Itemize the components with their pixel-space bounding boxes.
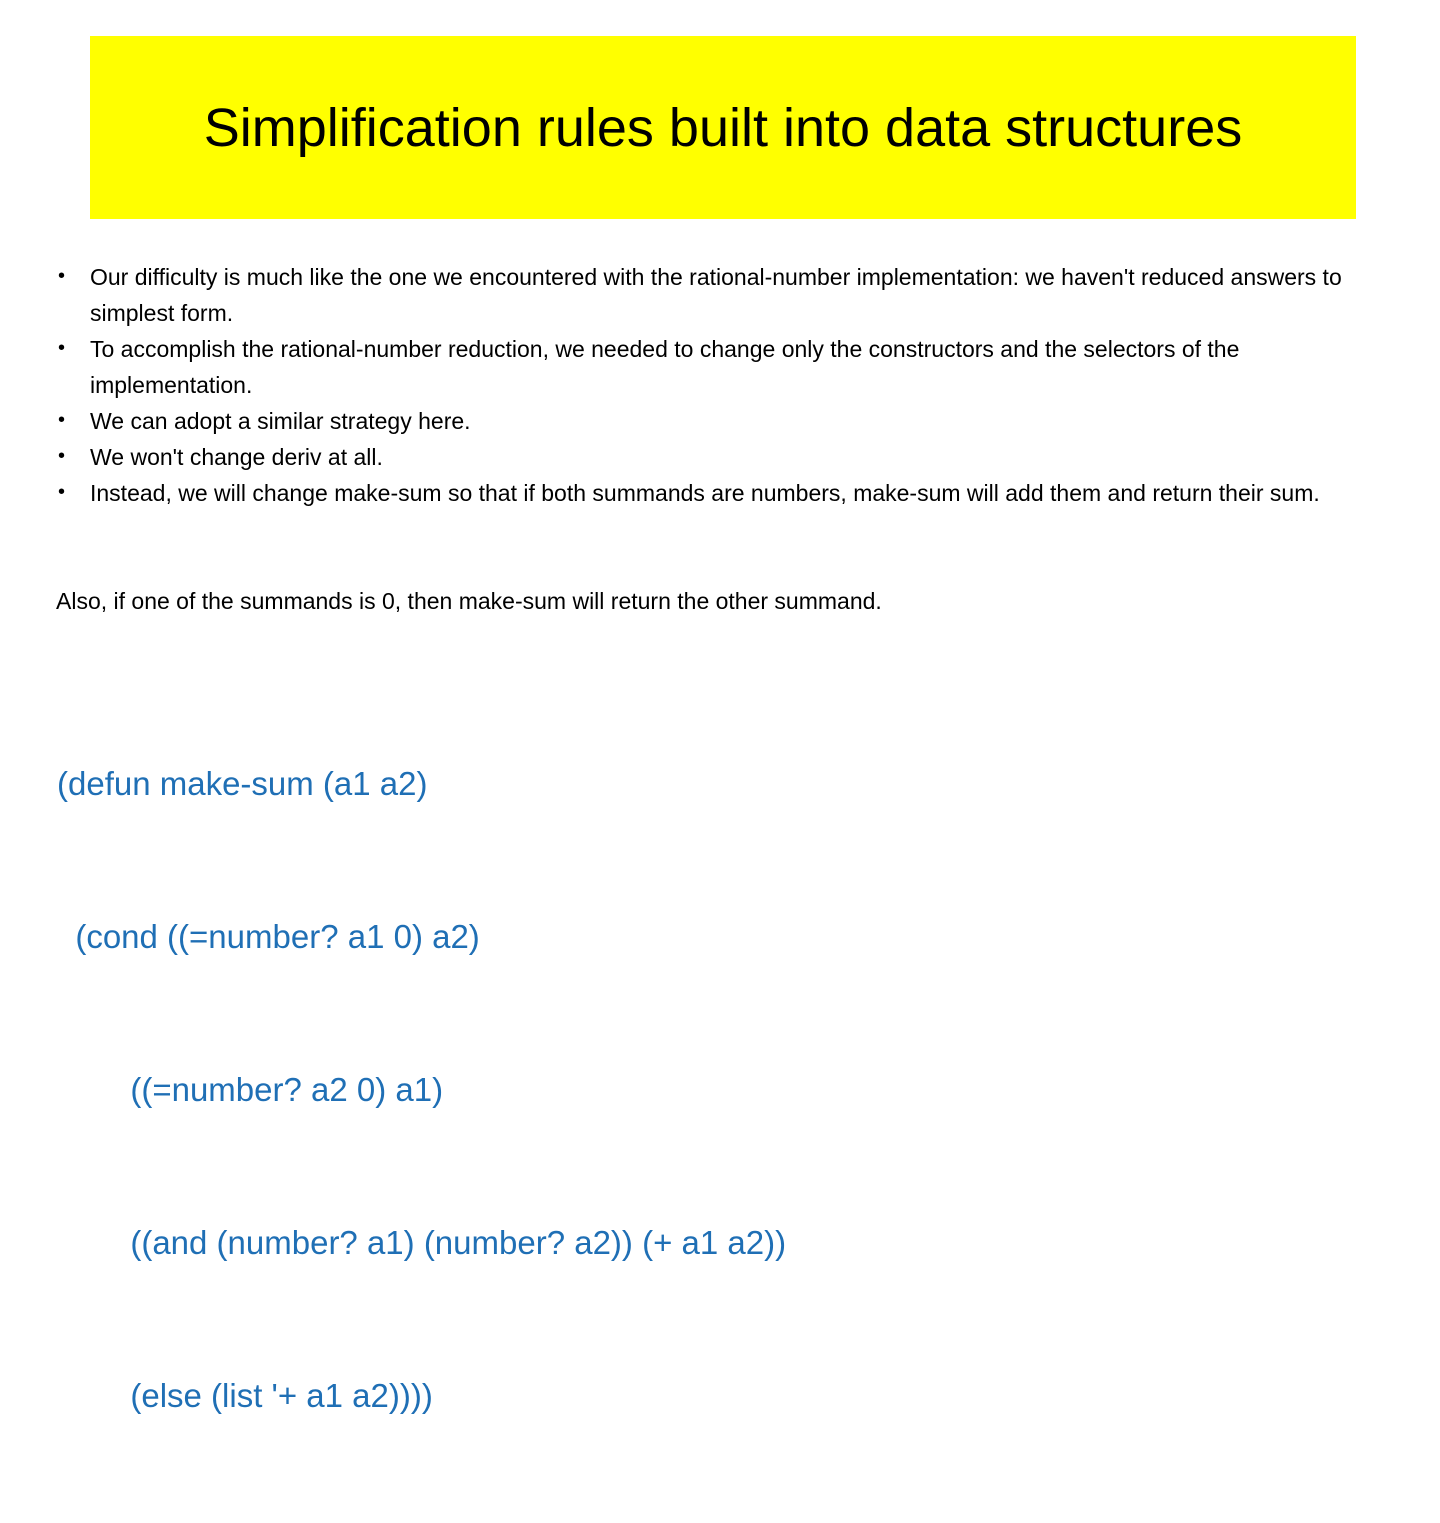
code-block: [57, 656, 1357, 1523]
bullet-text: Instead, we will change make-sum so that if both summands are numbers, make-sum will add them and return their sum.: [90, 480, 1320, 506]
bullet-dot-icon: •: [58, 445, 66, 467]
bullet-item: [56, 403, 1366, 439]
bullet-item: [56, 475, 1366, 511]
code-line: (else (list '+ a1 a2)))): [57, 1377, 433, 1414]
bullet-item: [56, 331, 1366, 403]
note-paragraph: Also, if one of the summands is 0, then make-sum will return the other summand.: [56, 588, 882, 614]
slide-title: Simplification rules built into data structures: [203, 97, 1243, 158]
bullet-dot-icon: •: [58, 337, 66, 359]
code-line: (defun make-sum (a1 a2): [57, 765, 428, 802]
title-banner: [90, 36, 1356, 219]
code-line: ((=number? a2 0) a1): [57, 1071, 444, 1108]
code-line: ((and (number? a1) (number? a2)) (+ a1 a2)): [57, 1224, 787, 1261]
bullet-dot-icon: •: [58, 265, 66, 287]
code-line: (cond ((=number? a1 0) a2): [57, 918, 480, 955]
bullet-text: We won't change deriv at all.: [90, 444, 383, 470]
bullet-list: [56, 259, 1366, 511]
bullet-item: [56, 439, 1366, 475]
bullet-item: [56, 259, 1366, 331]
bullet-text: To accomplish the rational-number reduction, we needed to change only the constructors and the selectors of the implementation.: [90, 336, 1240, 398]
bullet-dot-icon: •: [58, 481, 66, 503]
bullet-dot-icon: •: [58, 409, 66, 431]
bullet-text: We can adopt a similar strategy here.: [90, 408, 471, 434]
bullet-text: Our difficulty is much like the one we encountered with the rational-number implementation: we haven't reduced answers to simplest form.: [90, 264, 1342, 326]
